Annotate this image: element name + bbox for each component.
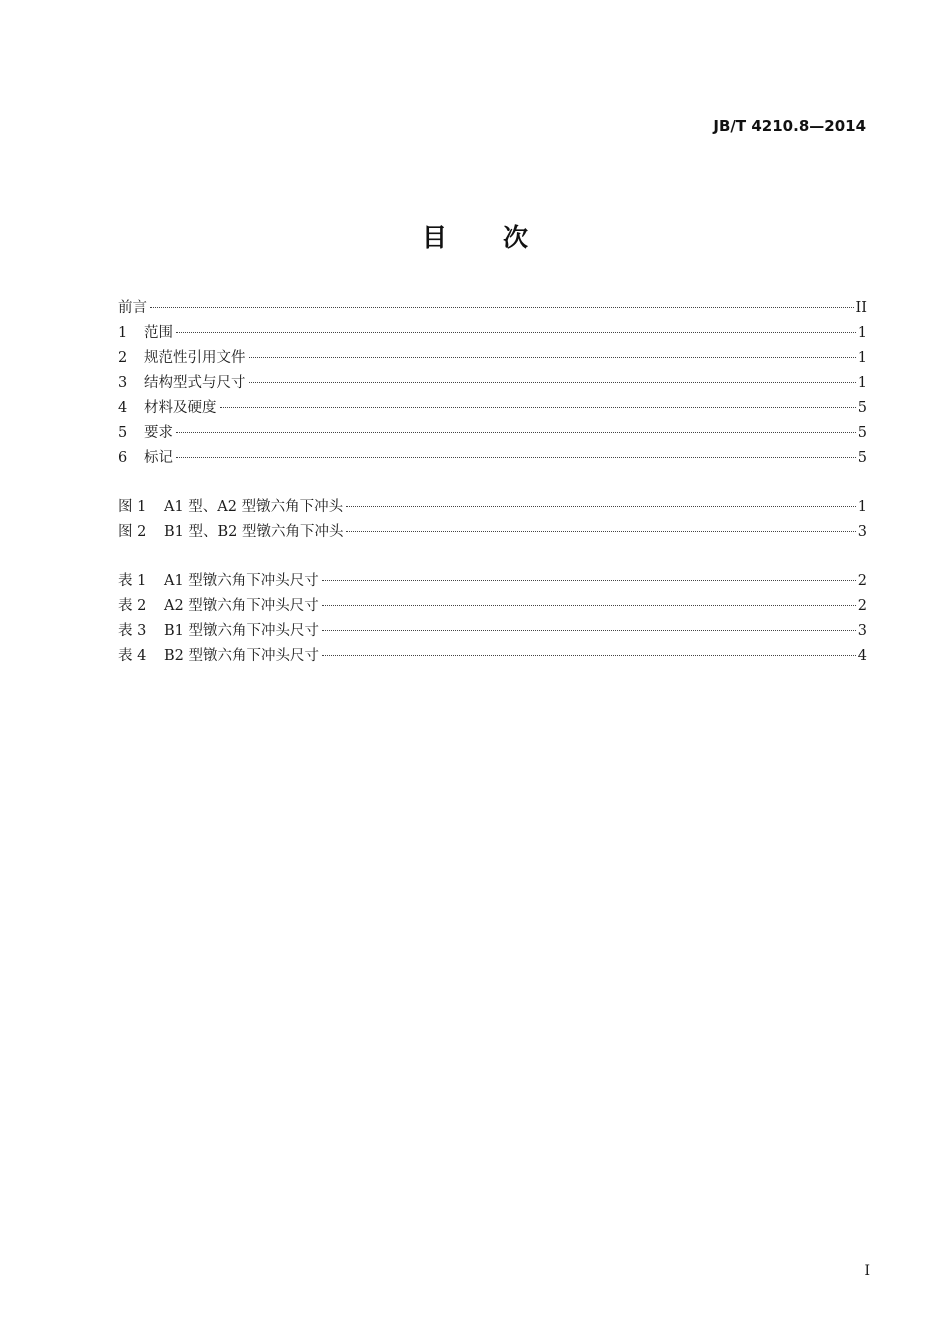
toc-entry-number: 1: [118, 325, 128, 341]
page-title: 目次: [421, 223, 584, 252]
toc-entry-section-6[interactable]: [118, 446, 867, 471]
toc-tables: [118, 569, 867, 669]
toc-entry-page: 1: [857, 350, 867, 366]
toc-entry-page: 1: [857, 325, 867, 341]
toc-entry-table-1[interactable]: [118, 569, 867, 594]
toc-entry-label: 范围: [144, 325, 173, 341]
toc-entry-label: 结构型式与尺寸: [144, 375, 246, 391]
toc-entry-table-3[interactable]: [118, 619, 867, 644]
standard-code: JB/T 4210.8—2014: [713, 117, 866, 135]
toc-entry-number: 表 2: [118, 598, 147, 614]
leader-dots: [176, 457, 856, 458]
toc-entry-number: 表 4: [118, 648, 147, 664]
leader-dots: [322, 580, 856, 581]
toc-entry-number: 4: [118, 400, 128, 416]
toc-entry-number: 图 2: [118, 524, 147, 540]
toc-entry-number: 2: [118, 350, 128, 366]
toc-entry-foreword[interactable]: [118, 296, 867, 321]
leader-dots: [346, 506, 856, 507]
toc-entry-number: 表 3: [118, 623, 147, 639]
toc-entry-page: 3: [857, 623, 867, 639]
toc-entry-table-4[interactable]: [118, 644, 867, 669]
toc-entry-page: 5: [857, 400, 867, 416]
toc-entry-page: 5: [857, 425, 867, 441]
toc-entry-page: II: [855, 300, 867, 316]
toc-entry-section-1[interactable]: [118, 321, 867, 346]
toc-entry-table-2[interactable]: [118, 594, 867, 619]
toc-entry-page: 4: [857, 648, 867, 664]
toc-entry-section-3[interactable]: [118, 371, 867, 396]
toc-entry-label: 材料及硬度: [144, 400, 217, 416]
toc-entry-page: 3: [857, 524, 867, 540]
toc-figures: [118, 495, 867, 545]
toc-entry-number: 3: [118, 375, 128, 391]
toc-entry-section-2[interactable]: [118, 346, 867, 371]
leader-dots: [322, 605, 856, 606]
leader-dots: [322, 655, 856, 656]
leader-dots: [249, 357, 856, 358]
leader-dots: [249, 382, 856, 383]
toc-sections: [118, 296, 867, 471]
toc-entry-page: 1: [857, 499, 867, 515]
page-number: I: [864, 1263, 870, 1279]
leader-dots: [176, 332, 856, 333]
leader-dots: [176, 432, 856, 433]
toc-entry-page: 2: [857, 598, 867, 614]
toc-entry-label: 标记: [144, 450, 173, 466]
table-of-contents: [118, 296, 867, 669]
toc-entry-page: 5: [857, 450, 867, 466]
toc-entry-label: A1 型镦六角下冲头尺寸: [164, 573, 319, 589]
toc-entry-label: A2 型镦六角下冲头尺寸: [164, 598, 319, 614]
toc-entry-section-5[interactable]: [118, 421, 867, 446]
toc-entry-label: 规范性引用文件: [144, 350, 246, 366]
toc-entry-section-4[interactable]: [118, 396, 867, 421]
toc-entry-page: 1: [857, 375, 867, 391]
toc-entry-label: 要求: [144, 425, 173, 441]
toc-entry-number: 图 1: [118, 499, 147, 515]
toc-entry-label: B1 型镦六角下冲头尺寸: [164, 623, 319, 639]
toc-entry-page: 2: [857, 573, 867, 589]
toc-entry-figure-2[interactable]: [118, 520, 867, 545]
toc-entry-number: 表 1: [118, 573, 147, 589]
toc-entry-label: A1 型、A2 型镦六角下冲头: [164, 499, 344, 515]
leader-dots: [150, 307, 854, 308]
leader-dots: [346, 531, 855, 532]
toc-entry-label: B1 型、B2 型镦六角下冲头: [164, 524, 344, 540]
leader-dots: [220, 407, 856, 408]
toc-entry-figure-1[interactable]: [118, 495, 867, 520]
toc-entry-number: 6: [118, 450, 128, 466]
toc-entry-label: B2 型镦六角下冲头尺寸: [164, 648, 319, 664]
toc-entry-number: 5: [118, 425, 128, 441]
toc-entry-label: 前言: [118, 300, 147, 316]
leader-dots: [322, 630, 856, 631]
